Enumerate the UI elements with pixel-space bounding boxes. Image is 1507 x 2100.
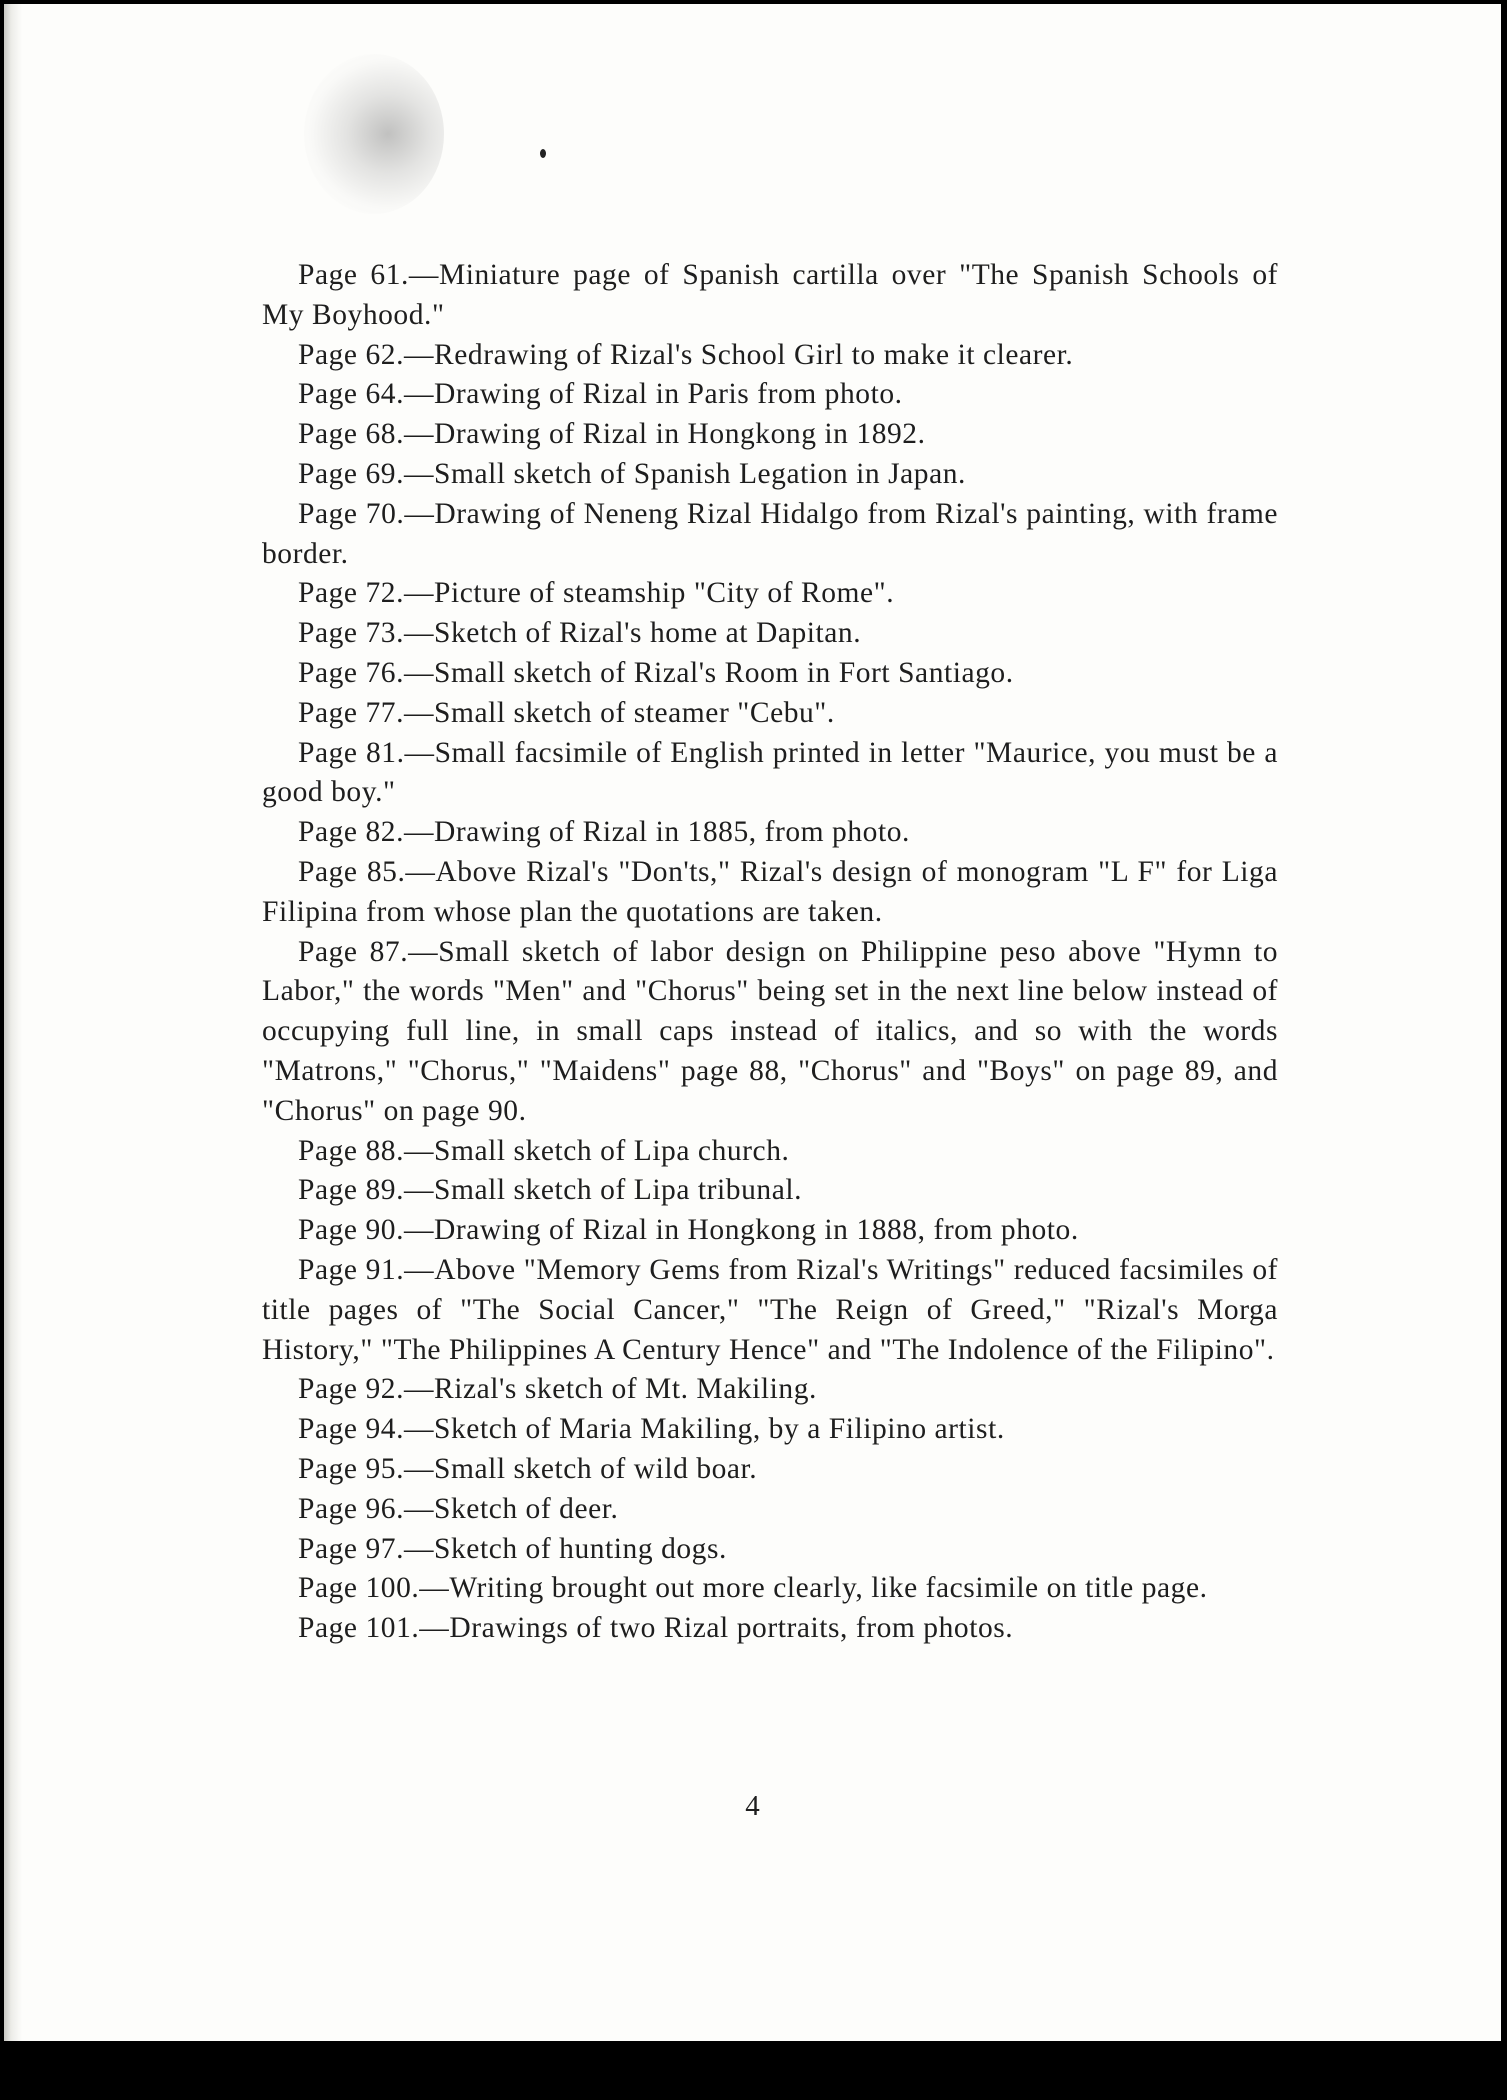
entry-page-94: Page 94.—Sketch of Maria Makiling, by a Filipino artist.: [298, 1413, 1005, 1446]
entry-page-68: Page 68.—Drawing of Rizal in Hongkong in 1892.: [298, 418, 926, 451]
ink-smudge: [304, 54, 444, 214]
entry-page-61: Page 61.—Miniature page of Spanish cartilla over "The Spanish Schools of My Boyhood.": [262, 259, 1278, 331]
illustration-notes-list: [262, 256, 1278, 1649]
entry-page-72: Page 72.—Picture of steamship "City of Rome".: [298, 577, 895, 610]
entry-page-81: Page 81.—Small facsimile of English printed in letter "Maurice, you must be a good boy.": [262, 736, 1278, 809]
entry-page-88: Page 88.—Small sketch of Lipa church.: [298, 1134, 790, 1167]
entry-page-91: Page 91.—Above "Memory Gems from Rizal's Writings" reduced facsimiles of title pages of "The Social Cancer," "The Reign of Greed," "Rizal's Morga History," "The Philippines A Century Hence" and "The Indolence of the Filipino".: [262, 1253, 1278, 1366]
ink-speck: [540, 149, 546, 158]
entry-page-69: Page 69.—Small sketch of Spanish Legation in Japan.: [298, 457, 966, 490]
entry-page-87: Page 87.—Small sketch of labor design on Philippine peso above "Hymn to Labor," the words "Men" and "Chorus" being set in the next line below instead of occupying full line, in small caps instead of italics, and so with the words "Matrons," "Chorus," "Maidens" page 88, "Chorus" and "Boys" on page 89, and "Chorus" on page 90.: [262, 935, 1278, 1127]
entry-page-76: Page 76.—Small sketch of Rizal's Room in Fort Santiago.: [298, 656, 1014, 689]
entry-page-96: Page 96.—Sketch of deer.: [298, 1492, 619, 1525]
entry-page-90: Page 90.—Drawing of Rizal in Hongkong in 1888, from photo.: [298, 1214, 1079, 1247]
entry-page-77: Page 77.—Small sketch of steamer "Cebu".: [298, 696, 835, 729]
page-number: 4: [745, 1790, 760, 1822]
entry-page-64: Page 64.—Drawing of Rizal in Paris from photo.: [298, 378, 903, 411]
page-edge-shadow: [4, 4, 22, 2041]
entry-page-89: Page 89.—Small sketch of Lipa tribunal.: [298, 1174, 803, 1207]
entry-page-62: Page 62.—Redrawing of Rizal's School Girl to make it clearer.: [298, 338, 1074, 371]
entry-page-95: Page 95.—Small sketch of wild boar.: [298, 1452, 758, 1485]
entry-page-97: Page 97.—Sketch of hunting dogs.: [298, 1532, 727, 1565]
entry-page-73: Page 73.—Sketch of Rizal's home at Dapitan.: [298, 617, 862, 650]
entry-page-100: Page 100.—Writing brought out more clearly, like facsimile on title page.: [298, 1572, 1208, 1605]
entry-page-82: Page 82.—Drawing of Rizal in 1885, from photo.: [298, 816, 910, 849]
entry-page-92: Page 92.—Rizal's sketch of Mt. Makiling.: [298, 1373, 817, 1406]
entry-page-85: Page 85.—Above Rizal's "Don'ts," Rizal's design of monogram "L F" for Liga Filipina from whose plan the quotations are taken.: [262, 855, 1278, 928]
scanned-page: [4, 4, 1501, 2041]
entry-page-70: Page 70.—Drawing of Neneng Rizal Hidalgo from Rizal's painting, with frame border.: [262, 497, 1278, 570]
entry-page-101: Page 101.—Drawings of two Rizal portraits, from photos.: [298, 1612, 1014, 1645]
